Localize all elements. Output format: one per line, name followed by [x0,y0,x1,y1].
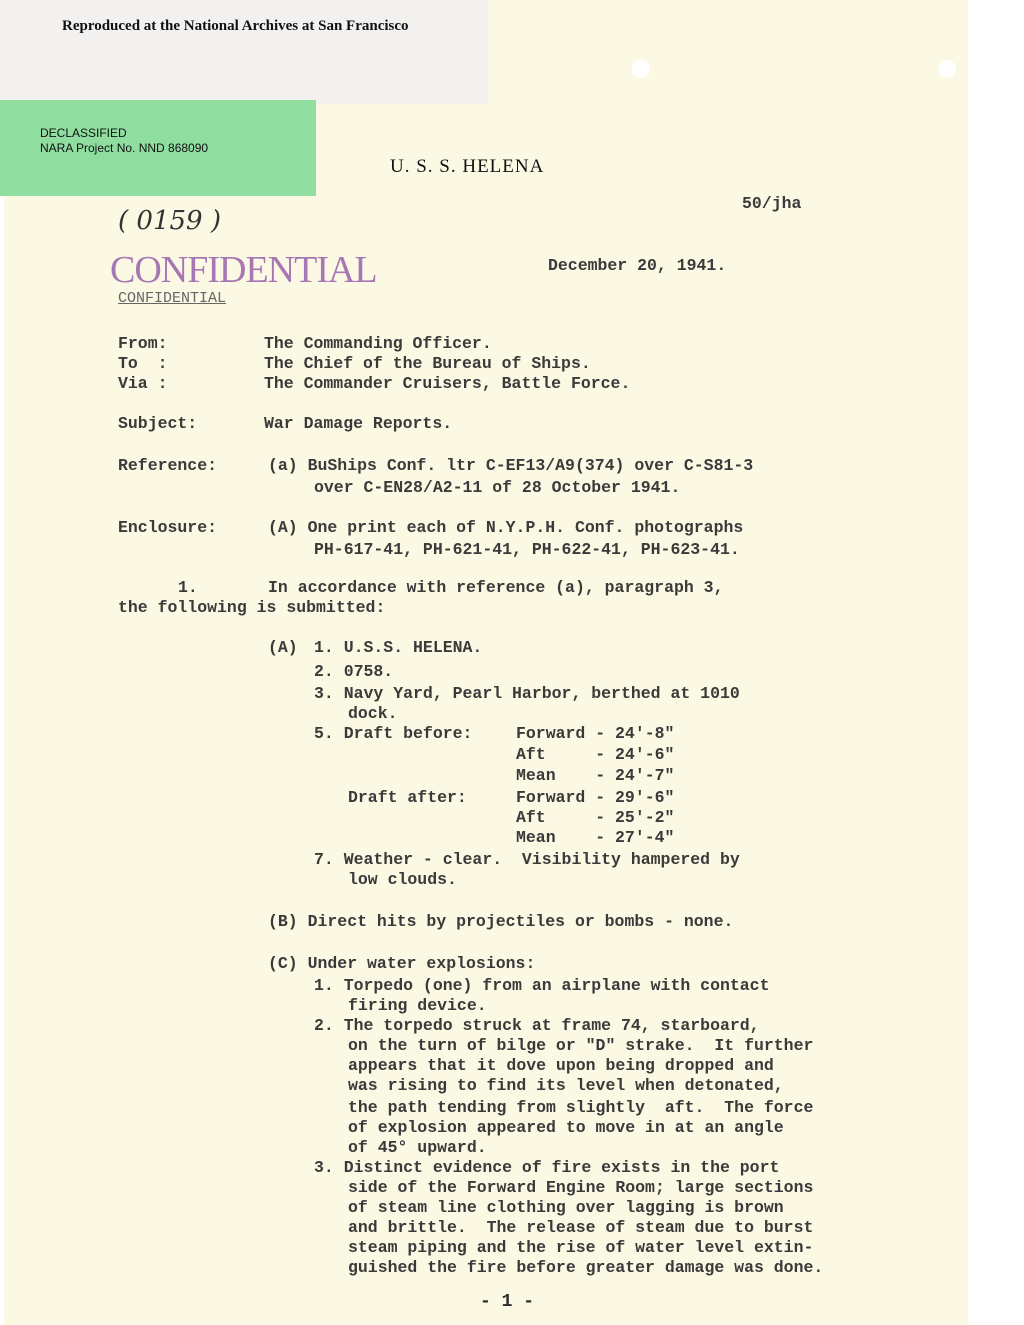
section-c-item: was rising to find its level when detonated, [348,1076,784,1095]
section-c-item: of 45° upward. [348,1138,487,1157]
draft-value: Mean - 24'-7" [516,766,675,785]
paragraph-line: the following is submitted: [118,598,386,617]
paragraph-number: 1. [178,578,198,597]
reference-line: (a) BuShips Conf. ltr C-EF13/A9(374) over C-S81-3 [268,456,754,475]
section-c-item: guished the fire before greater damage was done. [348,1258,824,1277]
classification-marking: CONFIDENTIAL [118,290,227,307]
section-c-item: on the turn of bilge or "D" strake. It further [348,1036,814,1055]
reference-line: over C-EN28/A2-11 of 28 October 1941. [314,478,681,497]
ship-title: U. S. S. HELENA [390,156,545,177]
draft-after-label: Draft after: [348,788,467,807]
handwritten-file-number: ( 0159 ) [118,206,221,236]
subject-label: Subject: [118,414,198,433]
page-number: - 1 - [480,1292,535,1312]
section-c-item: and brittle. The release of steam due to burst [348,1218,814,1237]
draft-value: Forward - 29'-6" [516,788,675,807]
section-c-item: appears that it dove upon being dropped and [348,1056,774,1075]
punch-hole [632,60,650,78]
to-value: The Chief of the Bureau of Ships. [264,354,591,373]
enclosure-line: PH-617-41, PH-621-41, PH-622-41, PH-623-41. [314,540,740,559]
section-c-item: side of the Forward Engine Room; large sections [348,1178,814,1197]
section-c-item: of explosion appeared to move in at an angle [348,1118,784,1137]
section-c-heading: (C) Under water explosions: [268,954,536,973]
section-c-item: firing device. [348,996,487,1015]
section-c-item: steam piping and the rise of water level extin- [348,1238,814,1257]
section-a-item: dock. [348,704,398,723]
section-c-item: 3. Distinct evidence of fire exists in the port [314,1158,780,1177]
draft-value: Forward - 24'-8" [516,724,675,743]
declassified-title: DECLASSIFIED [40,126,127,140]
via-label: Via : [118,374,168,393]
section-a-item: 2. 0758. [314,662,394,681]
to-label: To : [118,354,168,373]
draft-value: Aft - 24'-6" [516,745,675,764]
section-a-item: 1. U.S.S. HELENA. [314,638,483,657]
section-a-item: 7. Weather - clear. Visibility hampered by [314,850,740,869]
via-value: The Commander Cruisers, Battle Force. [264,374,631,393]
section-a-label: (A) [268,638,298,657]
draft-value: Mean - 27'-4" [516,828,675,847]
archive-header: Reproduced at the National Archives at San Francisco [62,18,409,34]
draft-before-label: 5. Draft before: [314,724,473,743]
section-c-item: 1. Torpedo (one) from an airplane with contact [314,976,770,995]
section-a-item: low clouds. [348,870,457,889]
section-c-item: of steam line clothing over lagging is brown [348,1198,784,1217]
confidential-stamp: CONFIDENTIAL [110,249,377,291]
archive-header-band [0,0,488,104]
file-code: 50/jha [742,194,802,213]
punch-hole [938,60,956,78]
section-b: (B) Direct hits by projectiles or bombs - none. [268,912,734,931]
enclosure-label: Enclosure: [118,518,218,537]
section-c-item: the path tending from slightly aft. The force [348,1098,814,1117]
declassified-label [0,100,316,196]
document-date: December 20, 1941. [548,256,727,275]
from-label: From: [118,334,168,353]
section-c-item: 2. The torpedo struck at frame 74, starboard, [314,1016,760,1035]
enclosure-line: (A) One print each of N.Y.P.H. Conf. photographs [268,518,744,537]
paragraph-line: In accordance with reference (a), paragraph 3, [268,578,724,597]
reference-label: Reference: [118,456,218,475]
draft-value: Aft - 25'-2" [516,808,675,827]
section-a-item: 3. Navy Yard, Pearl Harbor, berthed at 1010 [314,684,740,703]
from-value: The Commanding Officer. [264,334,492,353]
declassified-project: NARA Project No. NND 868090 [40,141,209,155]
subject-value: War Damage Reports. [264,414,453,433]
